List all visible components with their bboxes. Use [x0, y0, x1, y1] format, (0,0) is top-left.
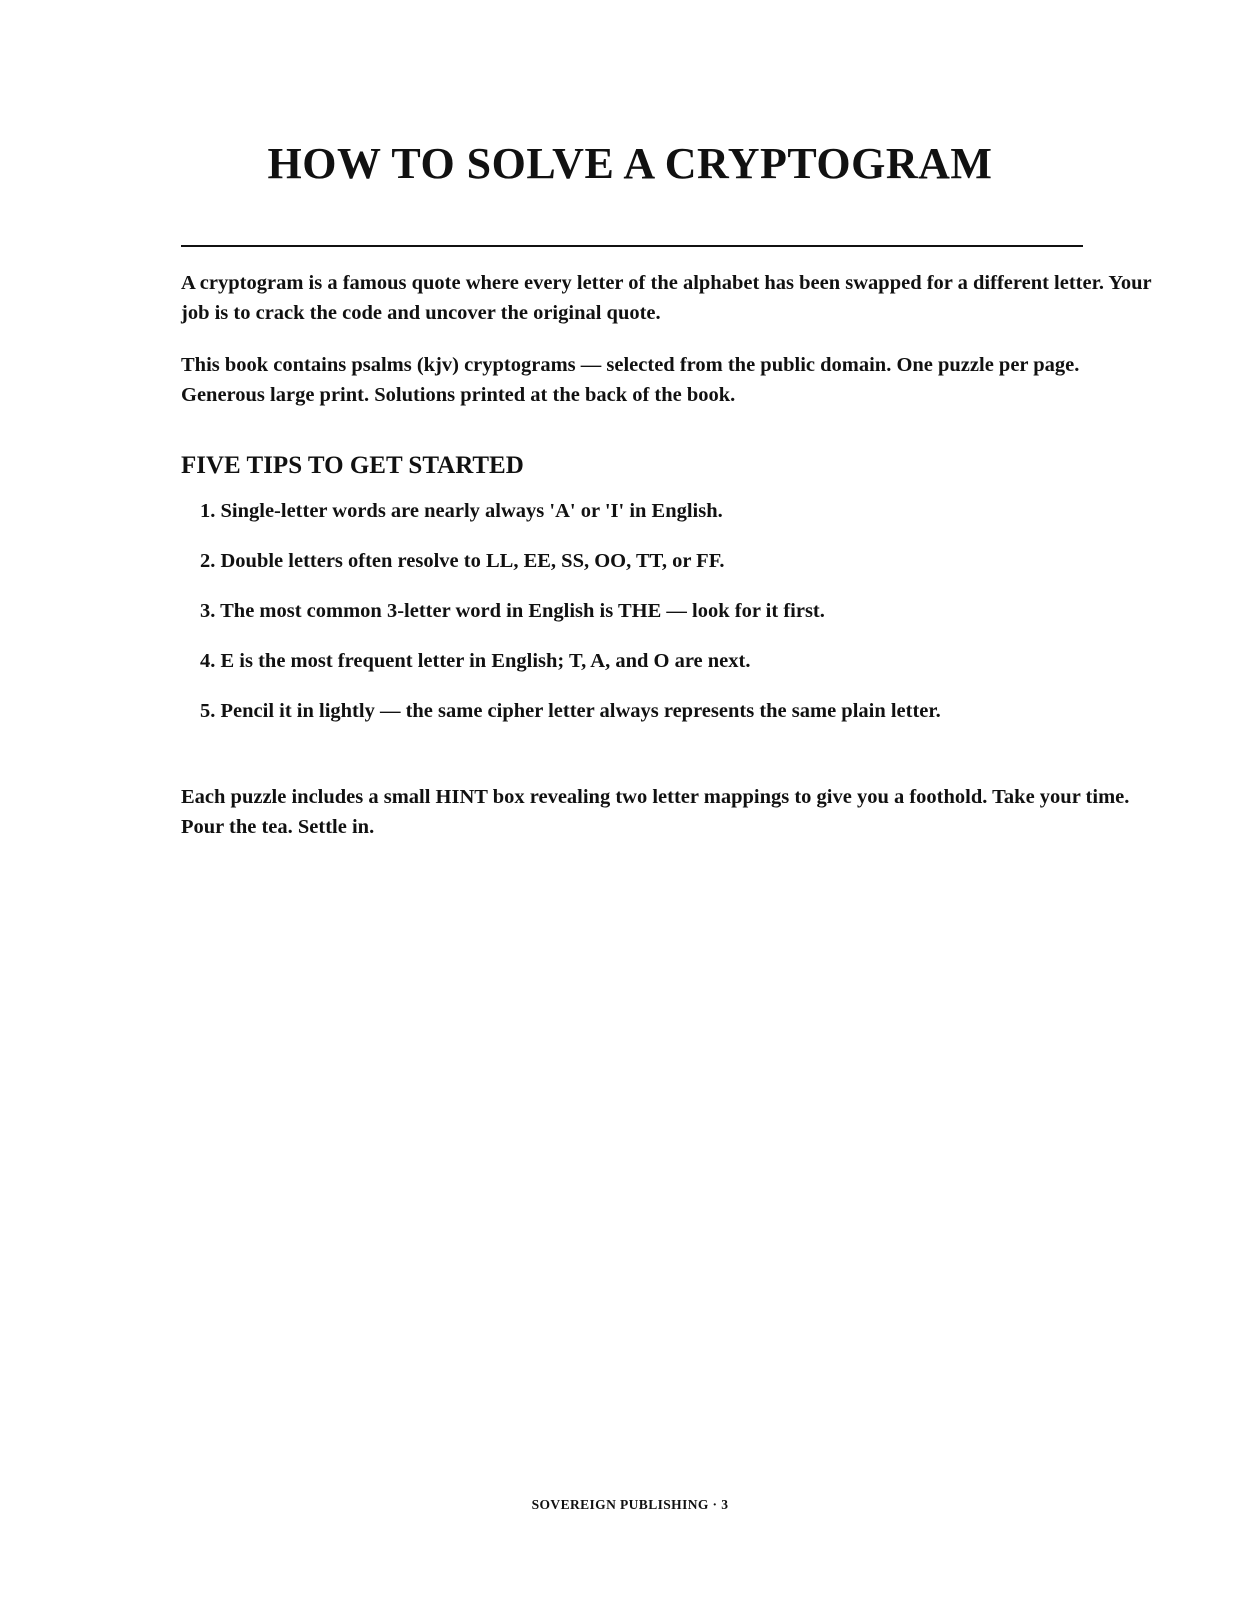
- page-title: HOW TO SOLVE A CRYPTOGRAM: [267, 139, 993, 188]
- page-footer: SOVEREIGN PUBLISHING · 3: [531, 1497, 729, 1512]
- intro-paragraph-2: This book contains psalms (kjv) cryptograms — selected from the public domain. One puzzle per page. Generous large print. Solutions printed at the back of the book.: [181, 354, 1080, 406]
- closing-paragraph: Each puzzle includes a small HINT box revealing two letter mappings to give you a foothold. Take your time. Pour the tea. Settle in.: [181, 786, 1130, 838]
- tip-item-4: 4. E is the most frequent letter in English; T, A, and O are next.: [200, 650, 751, 672]
- tip-item-2: 2. Double letters often resolve to LL, EE, SS, OO, TT, or FF.: [200, 550, 725, 572]
- tip-item-5: 5. Pencil it in lightly — the same cipher letter always represents the same plain letter.: [200, 700, 941, 722]
- title-divider: [181, 245, 1083, 247]
- tip-item-3: 3. The most common 3-letter word in English is THE — look for it first.: [200, 600, 825, 622]
- tips-list: [181, 496, 1161, 726]
- tip-item-1: 1. Single-letter words are nearly always 'A' or 'I' in English.: [200, 500, 723, 522]
- page-content: [181, 268, 1161, 864]
- intro-paragraph-1: A cryptogram is a famous quote where every letter of the alphabet has been swapped for a different letter. Your job is to crack the code and uncover the original quote.: [181, 272, 1152, 324]
- tips-heading: FIVE TIPS TO GET STARTED: [181, 452, 524, 479]
